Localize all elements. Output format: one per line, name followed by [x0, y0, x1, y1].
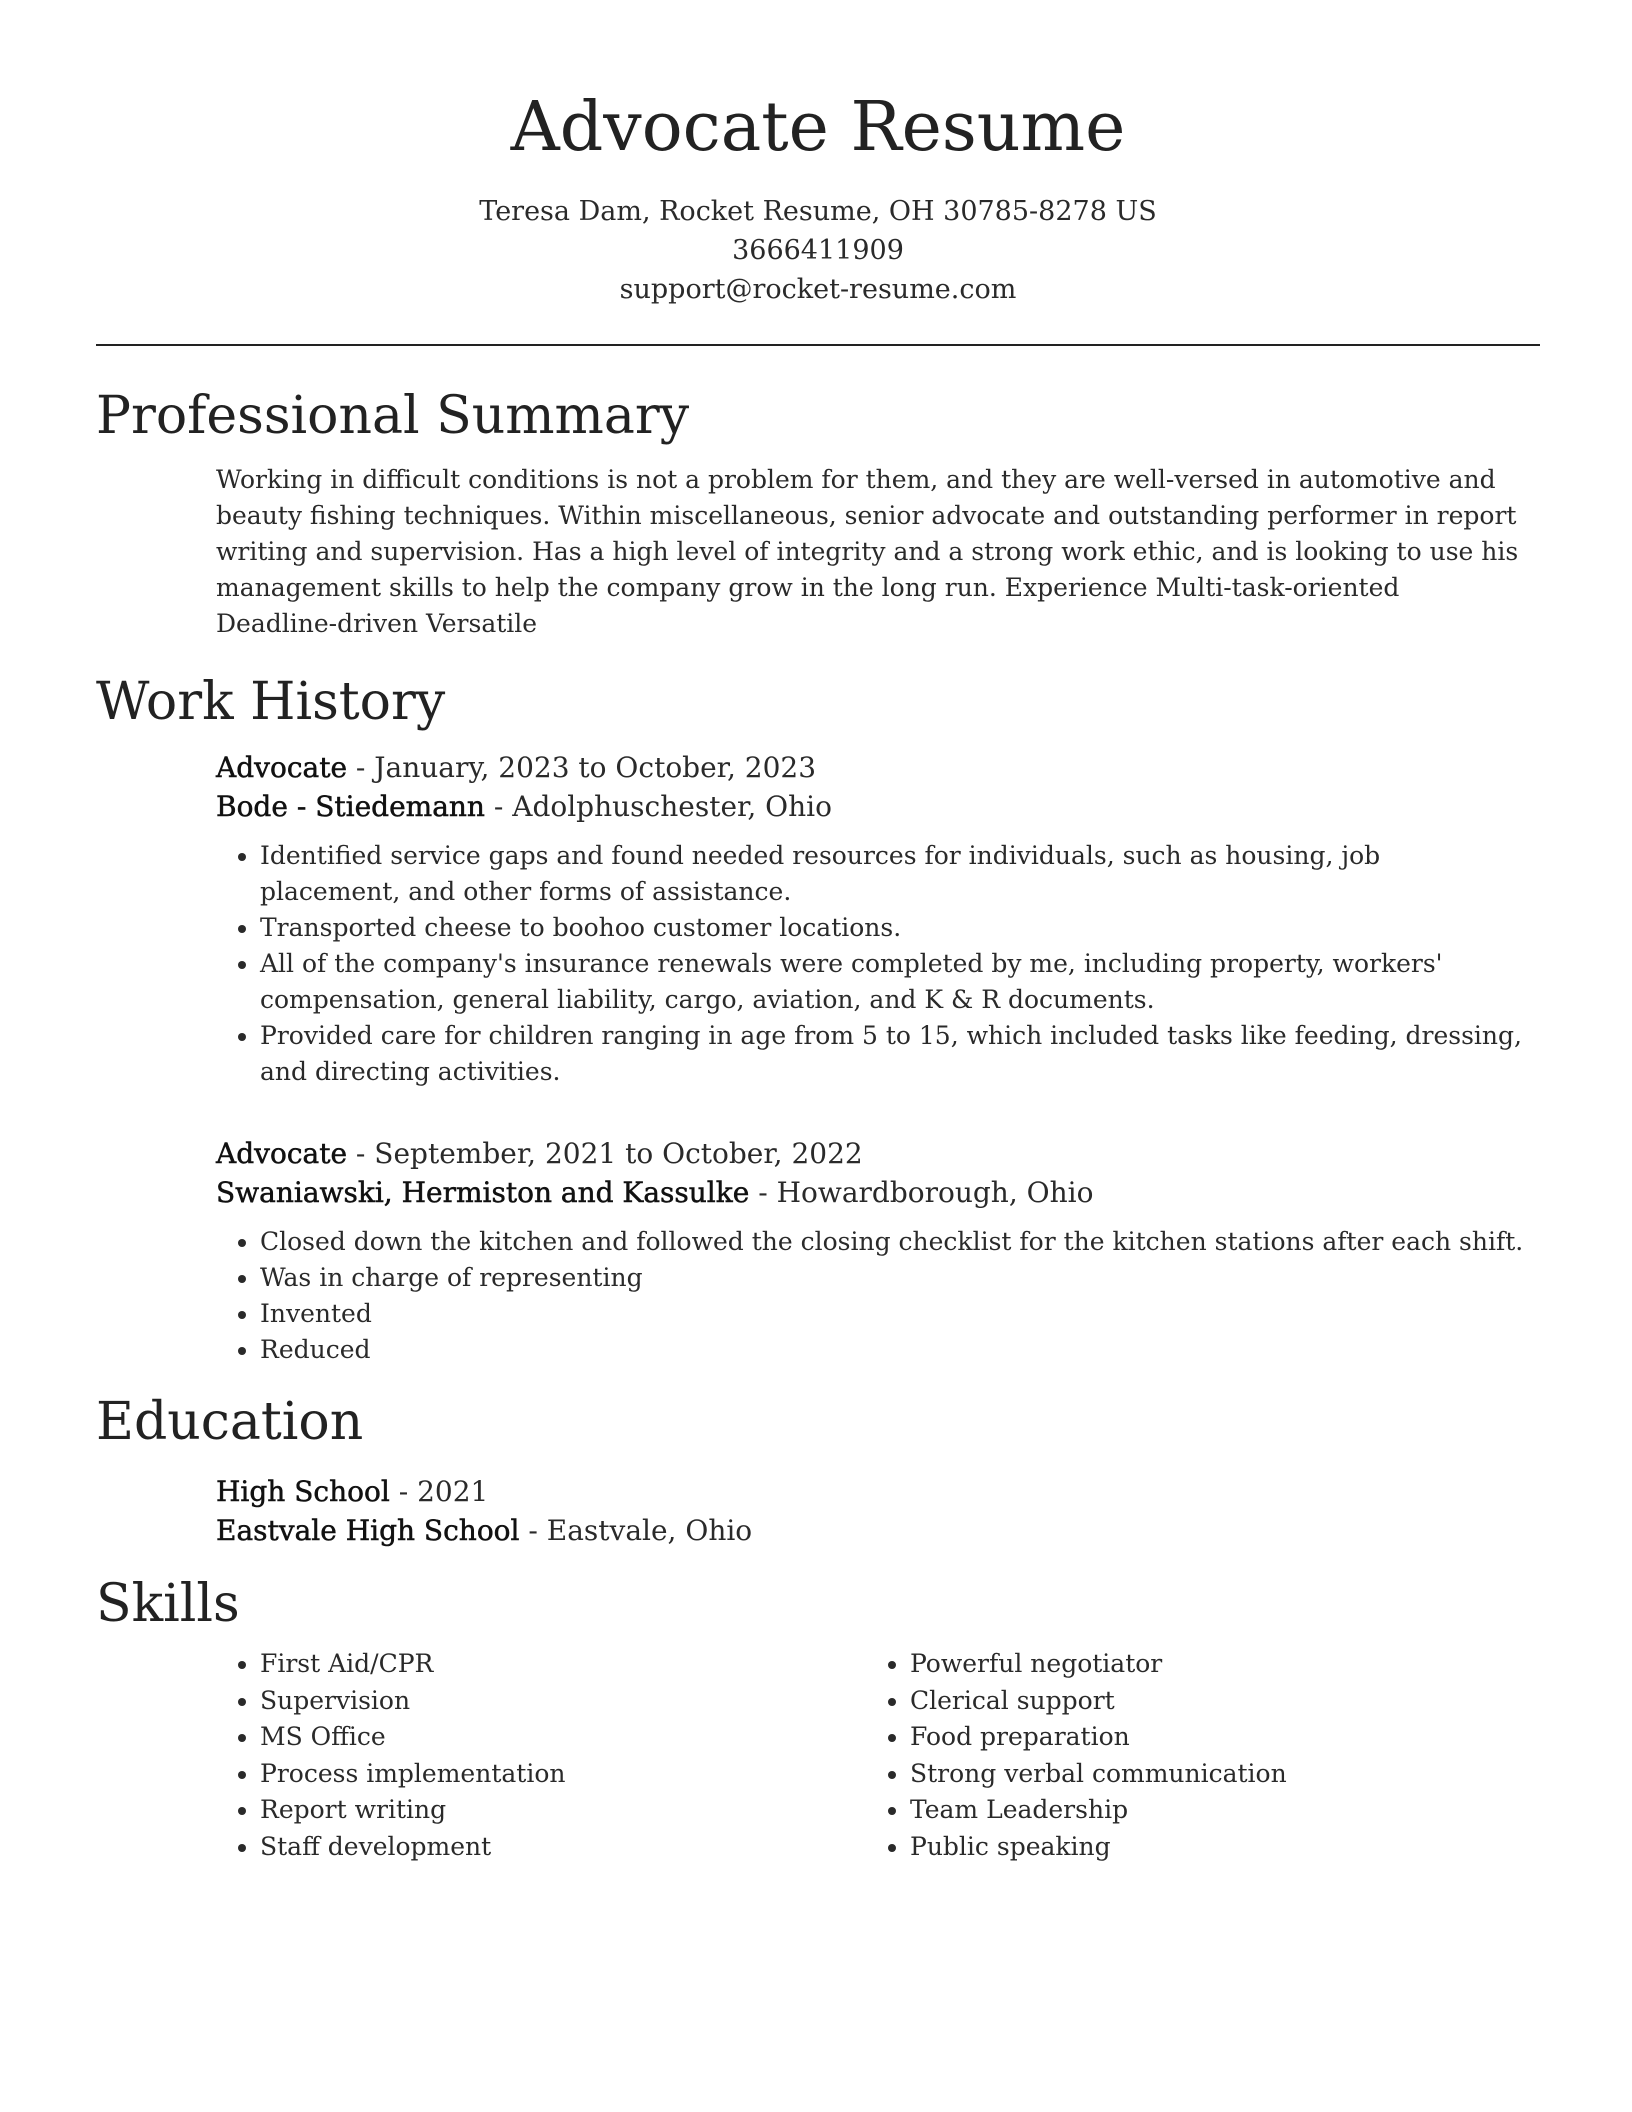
job-duty: • Was in charge of representing — [260, 1260, 1526, 1296]
job-duty: • Transported cheese to boohoo customer locations. — [260, 910, 1526, 946]
contact-email: support@rocket-resume.com — [619, 274, 1017, 305]
job-duties-list — [216, 1224, 1526, 1368]
education-school-line: Eastvale High School - Eastvale, Ohio — [216, 1514, 753, 1547]
skill-item: • Clerical support — [910, 1683, 1516, 1720]
skills-list-left — [216, 1646, 866, 1865]
skill-item: • Staff development — [260, 1829, 866, 1866]
skill-item: • Supervision — [260, 1683, 866, 1720]
skill-item: • MS Office — [260, 1719, 866, 1756]
job-duty: • Reduced — [260, 1332, 1526, 1368]
education-degree-line: High School - 2021 — [216, 1475, 489, 1508]
job-location: Howardborough, Ohio — [776, 1176, 1094, 1209]
education-school: Eastvale High School — [216, 1514, 520, 1547]
job-dates: January, 2023 to October, 2023 — [374, 751, 817, 784]
skill-item: • Report writing — [260, 1792, 866, 1829]
job-company: Swaniawski, Hermiston and Kassulke — [216, 1176, 750, 1209]
contact-block — [96, 192, 1540, 309]
job-entry — [216, 748, 1526, 1090]
skill-item: • Team Leadership — [910, 1792, 1516, 1829]
skill-item: • Process implementation — [260, 1756, 866, 1793]
job-title: Advocate — [216, 751, 348, 784]
job-duty: • Identified service gaps and found needed resources for individuals, such as housing, job placement, and other forms of assistance. — [260, 838, 1526, 910]
skill-item: • Public speaking — [910, 1829, 1516, 1866]
job-company-line: Bode - Stiedemann - Adolphuschester, Ohio — [216, 790, 832, 823]
skills-heading: Skills — [96, 1574, 240, 1634]
education-location: Eastvale, Ohio — [546, 1514, 753, 1547]
skill-item: • Strong verbal communication — [910, 1756, 1516, 1793]
summary-heading: Professional Summary — [96, 386, 690, 446]
job-dates: September, 2021 to October, 2022 — [374, 1137, 863, 1170]
education-year: 2021 — [417, 1475, 489, 1508]
job-title-line: Advocate - January, 2023 to October, 2023 — [216, 751, 817, 784]
job-location: Adolphuschester, Ohio — [512, 790, 832, 823]
work-history-heading: Work History — [96, 672, 446, 732]
job-title-line: Advocate - September, 2021 to October, 2022 — [216, 1137, 863, 1170]
job-title: Advocate — [216, 1137, 348, 1170]
contact-phone: 3666411909 — [732, 235, 904, 266]
summary-text: Working in difficult conditions is not a problem for them, and they are well-versed in automotive and beauty fishing techniques. Within miscellaneous, senior advocate and outstanding performer in report writing and supervision. Has a high level of integrity and a strong work ethic, and is looking to use his management skills to help the company grow in the long run. Experience Multi-task-oriented Deadline-driven Versatile — [216, 465, 1519, 638]
job-duty: • Closed down the kitchen and followed the closing checklist for the kitchen stations after each shift. — [260, 1224, 1526, 1260]
skills-list-right — [866, 1646, 1516, 1865]
job-duty: • Invented — [260, 1296, 1526, 1332]
skills-grid — [216, 1646, 1526, 1865]
job-duties-list — [216, 838, 1526, 1090]
skill-item: • First Aid/CPR — [260, 1646, 866, 1683]
contact-address: Teresa Dam, Rocket Resume, OH 30785-8278 US — [479, 196, 1157, 227]
header-divider — [96, 344, 1540, 346]
skill-item: • Food preparation — [910, 1719, 1516, 1756]
education-degree: High School — [216, 1475, 390, 1508]
resume-title: Advocate Resume — [510, 88, 1126, 167]
education-heading: Education — [96, 1392, 364, 1452]
job-duty: • Provided care for children ranging in age from 5 to 15, which included tasks like feeding, dressing, and directing activities. — [260, 1018, 1526, 1090]
job-company: Bode - Stiedemann — [216, 790, 485, 823]
job-entry — [216, 1134, 1526, 1368]
skill-item: • Powerful negotiator — [910, 1646, 1516, 1683]
resume-page — [96, 0, 1540, 1865]
job-duty: • All of the company's insurance renewals were completed by me, including property, workers' compensation, general liability, cargo, aviation, and K & R documents. — [260, 946, 1526, 1018]
job-company-line: Swaniawski, Hermiston and Kassulke - Howardborough, Ohio — [216, 1176, 1094, 1209]
education-entry — [216, 1472, 1526, 1550]
